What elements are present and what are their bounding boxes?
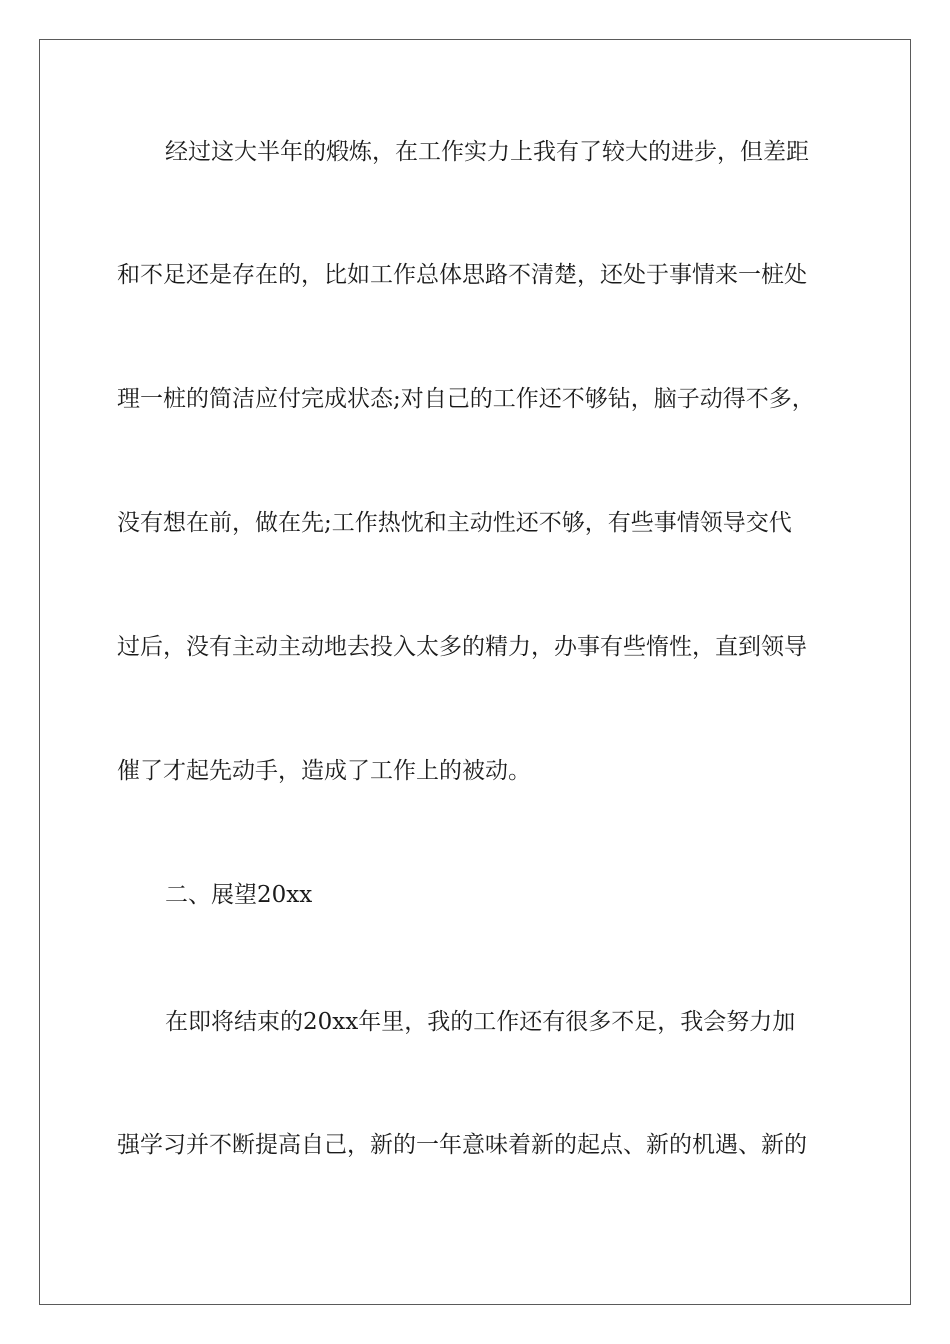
paragraph-1-line-2: 和不足还是存在的，比如工作总体思路不清楚，还处于事情来一桩处 — [117, 262, 807, 288]
paragraph-2-line-2: 强学习并不断提高自己，新的一年意味着新的起点、新的机遇、新的 — [117, 1132, 807, 1158]
paragraph-1-line-3: 理一桩的简洁应付完成状态;对自己的工作还不够钻，脑子动得不多， — [117, 386, 815, 412]
paragraph-1-line-1: 经过这大半年的煅炼，在工作实力上我有了较大的进步，但差距 — [165, 139, 809, 165]
paragraph-2-line-1: 在即将结束的20xx年里，我的工作还有很多不足，我会努力加 — [165, 1009, 796, 1035]
paragraph-1-line-5: 过后，没有主动主动地去投入太多的精力，办事有些惰性，直到领导 — [117, 634, 807, 660]
paragraph-1-line-6: 催了才起先动手，造成了工作上的被动。 — [117, 758, 531, 784]
section-heading: 二、展望20xx — [165, 882, 313, 908]
page-border — [39, 39, 911, 1305]
paragraph-1-line-4: 没有想在前，做在先;工作热忱和主动性还不够，有些事情领导交代 — [117, 510, 792, 536]
